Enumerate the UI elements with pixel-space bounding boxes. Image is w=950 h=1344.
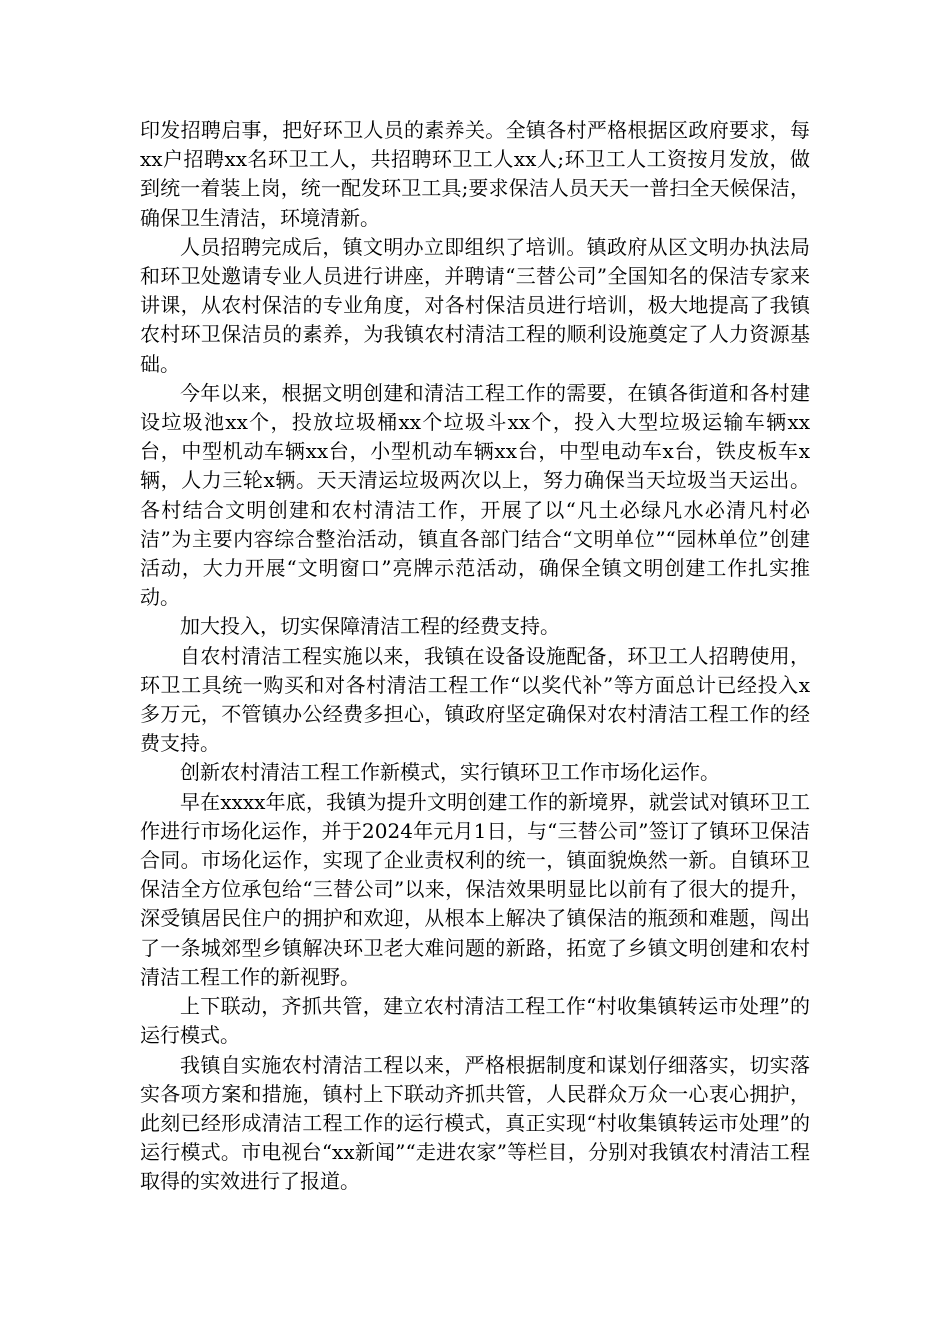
paragraph-8: 上下联动，齐抓共管，建立农村清洁工程工作“村收集镇转运市处理”的运行模式。 (140, 994, 810, 1048)
paragraph-4: 加大投入，切实保障清洁工程的经费支持。 (180, 614, 560, 639)
paragraph-5: 自农村清洁工程实施以来，我镇在设备设施配备，环卫工人招聘使用，环卫工具统一购买和对各村清洁工程工作“以奖代补”等方面总计已经投入x多万元，不管镇办公经费多担心，镇政府坚定确保对农村清洁工程工作的经费支持。 (140, 643, 810, 756)
paragraph-9: 我镇自实施农村清洁工程以来，严格根据制度和谋划仔细落实，切实落实各项方案和措施，镇村上下联动齐抓共管，人民群众万众一心衷心拥护，此刻已经形成清洁工程工作的运行模式，真正实现“村收集镇转运市处理”的运行模式。市电视台“xx新闻”“走进农家”等栏目，分别对我镇农村清洁工程取得的实效进行了报道。 (140, 1052, 810, 1194)
document-body (140, 116, 810, 1197)
paragraph-1: 印发招聘启事，把好环卫人员的素养关。全镇各村严格根据区政府要求，每xx户招聘xx名环卫工人，共招聘环卫工人xx人;环卫工人工资按月发放，做到统一着装上岗，统一配发环卫工具;要求保洁人员天天一普扫全天候保洁，确保卫生清洁，环境清新。 (140, 118, 810, 230)
paragraph-7: 早在xxxx年底，我镇为提升文明创建工作的新境界，就尝试对镇环卫工作进行市场化运作，并于2024年元月1日，与“三替公司”签订了镇环卫保洁合同。市场化运作，实现了企业责权利的统一，镇面貌焕然一新。自镇环卫保洁全方位承包给“三替公司”以来，保洁效果明显比以前有了很大的提升，深受镇居民住户的拥护和欢迎，从根本上解决了镇保洁的瓶颈和难题，闯出了一条城郊型乡镇解决环卫老大难问题的新路，拓宽了乡镇文明创建和农村清洁工程工作的新视野。 (140, 789, 810, 989)
paragraph-6: 创新农村清洁工程工作新模式，实行镇环卫工作市场化运作。 (180, 760, 720, 785)
paragraph-2: 人员招聘完成后，镇文明办立即组织了培训。镇政府从区文明办执法局和环卫处邀请专业人员进行讲座，并聘请“三替公司”全国知名的保洁专家来讲课，从农村保洁的专业角度，对各村保洁员进行培训，极大地提高了我镇农村环卫保洁员的素养，为我镇农村清洁工程的顺利设施奠定了人力资源基础。 (140, 234, 810, 376)
paragraph-3: 今年以来，根据文明创建和清洁工程工作的需要，在镇各街道和各村建设垃圾池xx个，投放垃圾桶xx个垃圾斗xx个，投入大型垃圾运输车辆xx台，中型机动车辆xx台，小型机动车辆xx台，中型电动车x台，铁皮板车x辆，人力三轮x辆。天天清运垃圾两次以上，努力确保当天垃圾当天运出。各村结合文明创建和农村清洁工作，开展了以“凡土必绿凡水必清凡村必洁”为主要内容综合整治活动，镇直各部门结合“文明单位”“园林单位”创建活动，大力开展“文明窗口”亮牌示范活动，确保全镇文明创建工作扎实推动。 (140, 380, 810, 610)
